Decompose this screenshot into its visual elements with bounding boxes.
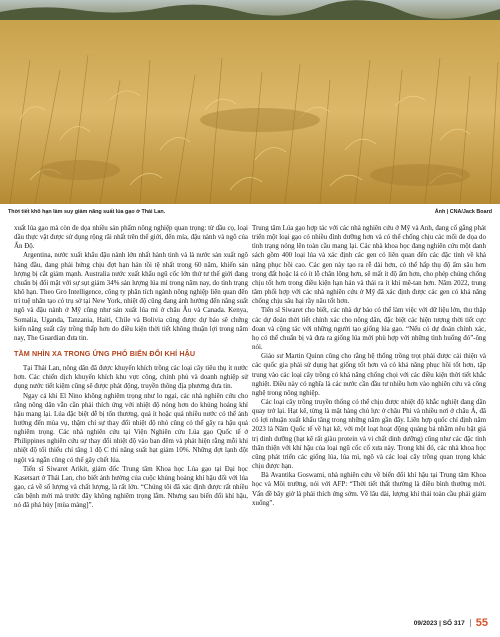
- paragraph: Tiến sĩ Siwaret Arikit, giám đốc Trung tâm Khoa học Lúa gạo tại Đại học Kasetsart ở Thái Lan, cho biết ảnh hưởng của cuộc khủng hoảng khí hậu đối với lúa gạo, cả về số lượng và chất lượng, là rất lớn. “Chúng tôi đã xác định được rất nhiều căn bệnh mới mà trước đây không nghiêm trọng lắm. Nhưng sau biến đổi khí hậu, nó đã phá hủy [mùa màng]”.: [14, 464, 248, 510]
- paragraph: Ngay cả khi El Nino không nghiêm trọng như lo ngại, các nhà nghiên cứu cho rằng nông dân vẫn cần phải thích ứng với nhiệt độ nóng hơn do khủng hoảng khí hậu mang lại. Lúa đặc biệt dễ bị tổn thương, quá ít hoặc quá nhiều nước có thể ảnh hưởng đến mùa vụ, thậm chí sự thay đổi nhiệt độ nhỏ cũng có thể gây ra hậu quả nghiêm trọng. Các nhà nghiên cứu tại Viện Nghiên cứu Lúa gạo Quốc tế ở Philippines nghiên cứu sự thay đổi nhiệt độ vào ban đêm và phát hiện rằng mỗi khi nhiệt độ tối thiểu chỉ tăng 1 độ C thì năng suất hạt giảm 10%. Những đợt lạnh đột ngột và ngắn cũng có thể gây chết lúa.: [14, 391, 248, 464]
- rice-field-photo: [0, 0, 500, 204]
- paragraph: Trung tâm Lúa gạo hợp tác với các nhà nghiên cứu ở Mỹ và Anh, đang cố gắng phát triển một loại gạo có nhiều đỉnh dưỡng hơn và có thể chống chịu các mối đe dọa do tình trạng nóng lên toàn cầu mang lại. Các nhà khoa học đang nghiên cứu một danh sách gồm 400 loại lúa và xác định các gen có liên quan đến các đặc tính về khả năng phục hồi cao. Các gen này tạo ra rễ dài hơn, có thể hấp thụ độ ẩm sâu hơn trong đất hoặc lá có ít lỗ chân lông hơn, sẽ mất ít độ ẩm hơn, cho phép chúng chống chịu tốt hơn trong điều kiện hạn hán và thải ra ít khí mê-tan hơn. Năm 2022, trung tâm phối hợp với các nhà nghiên cứu ở Mỹ đã xác định được các gen có khả năng chống chịu sâu hại rầy nâu tốt hơn.: [252, 224, 486, 306]
- footer-divider: [470, 619, 471, 627]
- section-heading: TẦM NHÌN XA TRONG ỨNG PHÓ BIẾN ĐỔI KHÍ HẬU: [14, 349, 196, 359]
- article-column-right: [252, 224, 486, 508]
- photo-caption-bar: [8, 206, 492, 218]
- rice-field-illustration: [0, 0, 500, 204]
- paragraph: Bà Avantika Goswami, nhà nghiên cứu về biến đổi khí hậu tại Trung tâm Khoa học và Môi trường, nói với AFP: “Thời tiết thất thường là điều bình thường mới. Vấn đề bây giờ là phải thích ứng sớm. Về lâu dài, lượng khí thải toàn cầu phải giảm xuống”.: [252, 471, 486, 507]
- paragraph: Argentina, nước xuất khẩu đậu nành lớn nhất hành tinh và là nước sản xuất ngô hàng đầu, đang phải hứng chịu đợt hạn hán tồi tệ nhất trong 60 năm, khiến sản lượng bị cắt giảm mạnh. Australia nước xuất khẩu ngũ cốc lớn thứ tư thế giới đang chuẩn bị đối mặt với sự sụt giảm 34% sản lượng lúa mì trong năm nay, do tình trạng khô hạn. Theo Gro Intelligence, công ty phân tích ngành nông nghiệp liên quan đến trí tuệ nhân tạo có trụ sở tại New York, nhiệt độ cũng đang ảnh hưởng đến năng suất ngô và đậu nành ở Mỹ cũng như sản xuất lúa mì ở châu Âu và Canada. Kenya, Somalia, Uganda, Tanzania, Haiti, Chile và Bolivia cũng được dự báo sẽ chứng kiến năng suất cây trồng thấp hơn do điều kiện thời tiết không thuận lợi trong năm nay, The Guardian đưa tin.: [14, 251, 248, 342]
- page-footer: [414, 616, 488, 630]
- paragraph: Tại Thái Lan, nông dân đã được khuyến khích trồng các loại cây tiêu thụ ít nước hơn. Các chiến dịch khuyến khích khu vực công, chính phủ và doanh nghiệp sử dụng nước tiết kiệm cũng sẽ được phát động, truyền thông địa phương đưa tin.: [14, 364, 248, 391]
- photo-credit: Ảnh | CNA/Jack Board: [434, 209, 492, 215]
- paragraph: Giáo sư Martin Quinn cũng cho rằng hệ thống trồng trọt phải được cải thiện và các quốc gia phải sử dụng hạt giống tốt hơn và có khả năng phục hồi tốt hơn, tập trung vào các loại cây trồng có khả năng chống chọi với các điều kiện thời tiết khắc nghiệt. Điều này có nghĩa là các nước cần đầu tư nhiều hơn vào nghiên cứu và công nghệ trong nông nghiệp.: [252, 352, 486, 397]
- paragraph: Tiến sĩ Siwaret cho biết, các nhà dự báo có thể làm việc với dữ liệu lớn, thu thập các dự đoán thời tiết chính xác cho nông dân, đặc biệt các hiện tượng thời tiết cực đoan và cộng tác với những người tạo giống lúa gạo. “Nếu có dự đoán chính xác, họ có thể chuẩn bị và đưa ra giống lúa mới phù hợp với những tình huống đó”-ông nói.: [252, 306, 486, 352]
- photo-caption: Thời tiết khô hạn làm suy giảm năng suất lúa gạo ở Thái Lan.: [8, 209, 166, 215]
- paragraph: xuất lúa gạo mà còn đe dọa nhiều sản phẩm nông nghiệp quan trọng: từ dầu cọ, loại dầu thực vật được sử dụng rộng rãi nhất trên thế giới, đến mía, đậu nành và ngô của Ấn Độ.: [14, 224, 248, 251]
- article-column-left: [14, 224, 248, 511]
- issue-label: 09/2023 | SỐ 317: [413, 619, 465, 627]
- paragraph: Các loại cây trồng truyền thống có thể chịu được nhiệt độ khắc nghiệt đang dần quay trở lại. Hạt kê, từng là mặt hàng chủ lực ở châu Phi và nhiều nơi ở châu Á, đã có lợi nhuận xuất khẩu tăng trong những năm gần đây. Liên hợp quốc chỉ định năm 2023 là Năm Quốc tế về hạt kê, với một loạt hoạt động quảng bá nhằm nêu bật giá trị dinh dưỡng (hạt kê rất giàu protein và vi chất dinh dưỡng) cũng như các đặc tính thân thiện với khí hậu của loại ngũ cốc cổ xưa này. Trong khi đó, các nhà khoa học cũng phát triển các giống lúa, lúa mì, ngô và các loại cây trồng quan trọng khác chịu được hạn.: [252, 397, 486, 471]
- page-number: 55: [475, 617, 488, 629]
